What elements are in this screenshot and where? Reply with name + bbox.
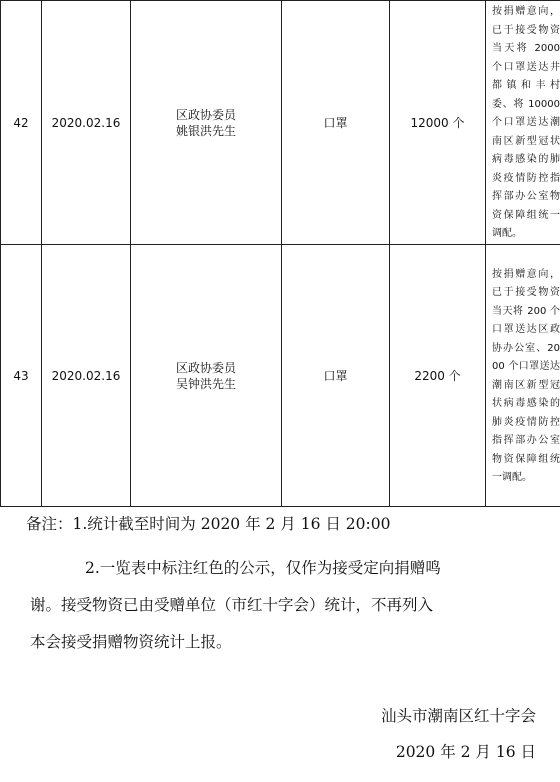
donated-item: 口罩 xyxy=(282,245,390,507)
remark-line-3: 谢。接受物资已由受赠单位（市红十字会）统计，不再列入 xyxy=(30,596,434,614)
row-number: 43 xyxy=(1,245,42,507)
issue-date: 2020 年 2 月 16 日 xyxy=(395,743,536,761)
distribution-note: 按捐赠意向，已于接受物资当天将 200 个口罩送达区政协办公室、2000 个口罩送达潮南区新型冠状病毒感染的肺炎疫情防控指挥部办公室物资保障组统一调配。 xyxy=(492,268,560,483)
row-number: 42 xyxy=(1,1,42,245)
remark-line-4: 本会接受捐赠物资统计上报。 xyxy=(30,633,232,651)
note-cell xyxy=(486,1,560,245)
donor-name: 吴钟洪先生 xyxy=(175,376,236,391)
issuer-name: 汕头市潮南区红十字会 xyxy=(380,707,536,725)
donor-title: 区政协委员 xyxy=(175,360,236,375)
table-row xyxy=(1,245,560,507)
note-cell xyxy=(486,245,560,507)
donation-date: 2020.02.16 xyxy=(42,245,131,507)
donor-cell xyxy=(131,245,282,507)
table-row xyxy=(1,1,560,245)
donor-title: 区政协委员 xyxy=(175,107,236,122)
donation-date: 2020.02.16 xyxy=(42,1,131,245)
distribution-note: 按捐赠意向，已于接受物资当天将 2000 个口罩送达井都镇和丰村委、将 10000 个口罩送达潮南区新型冠状病毒感染的肺炎疫情防控指挥部办公室物资保障组统一调配。 xyxy=(492,6,560,240)
remark-line-1: 备注：1.统计截至时间为 2020 年 2 月 16 日 20:00 xyxy=(26,515,391,533)
donor-cell xyxy=(131,1,282,245)
donated-quantity: 2200 个 xyxy=(390,245,486,507)
donated-item: 口罩 xyxy=(282,1,390,245)
donated-quantity: 12000 个 xyxy=(390,1,486,245)
remark-line-2: 2.一览表中标注红色的公示，仅作为接受定向捐赠鸣 xyxy=(85,559,441,577)
donor-name: 姚银洪先生 xyxy=(175,123,236,138)
